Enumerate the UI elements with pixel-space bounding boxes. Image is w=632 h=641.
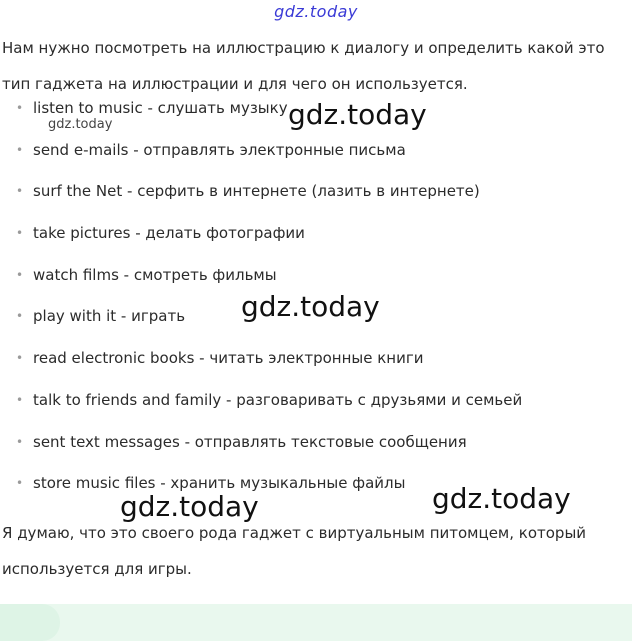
list-item-text: talk to friends and family - разговаривать с друзьями и семьей bbox=[33, 390, 523, 409]
bullet-icon: • bbox=[16, 142, 24, 157]
bullet-icon: • bbox=[16, 226, 24, 241]
list-item-text: watch films - смотреть фильмы bbox=[33, 265, 277, 284]
list-item-text: surf the Net - серфить в интернете (лазить в интернете) bbox=[33, 182, 480, 201]
watermark-text: gdz.today bbox=[288, 98, 427, 131]
list-item bbox=[0, 213, 522, 255]
list-item bbox=[0, 171, 522, 213]
list-item bbox=[0, 130, 522, 172]
list-item bbox=[0, 422, 522, 464]
watermark-text: gdz.today bbox=[241, 290, 380, 323]
bottom-banner bbox=[0, 604, 632, 641]
watermark-text: gdz.today bbox=[432, 482, 571, 515]
list-item bbox=[0, 380, 522, 422]
watermark-text: gdz.today bbox=[48, 117, 113, 132]
banner-pill bbox=[0, 604, 60, 641]
bullet-icon: • bbox=[16, 476, 24, 491]
list-item-text: play with it - играть bbox=[33, 307, 186, 326]
watermark-text: gdz.today bbox=[120, 490, 259, 523]
list-item-text: read electronic books - читать электронные книги bbox=[33, 349, 424, 368]
list-item-text: take pictures - делать фотографии bbox=[33, 224, 305, 243]
intro-paragraph: Нам нужно посмотреть на иллюстрацию к диалогу и определить какой это тип гаджета на иллюстрации и для чего он используется. bbox=[2, 39, 605, 93]
list-item-text: sent text messages - отправлять текстовые сообщения bbox=[33, 432, 467, 451]
bullet-icon: • bbox=[16, 267, 24, 282]
bullet-icon: • bbox=[16, 351, 24, 366]
list-item-text: listen to music - слушать музыку bbox=[33, 99, 288, 117]
bullet-icon: • bbox=[16, 184, 24, 199]
list-item-text: send e-mails - отправлять электронные письма bbox=[33, 140, 406, 159]
outro-paragraph: Я думаю, что это своего рода гаджет с виртуальным питомцем, который используется для игры. bbox=[2, 524, 587, 578]
header-watermark: gdz.today bbox=[274, 2, 358, 21]
bullet-icon: • bbox=[16, 101, 24, 115]
bullet-icon: • bbox=[16, 392, 24, 407]
bullet-icon: • bbox=[16, 309, 24, 324]
bullet-icon: • bbox=[16, 434, 24, 449]
list-item-text: store music files - хранить музыкальные файлы bbox=[33, 474, 406, 493]
list-item bbox=[0, 338, 522, 380]
